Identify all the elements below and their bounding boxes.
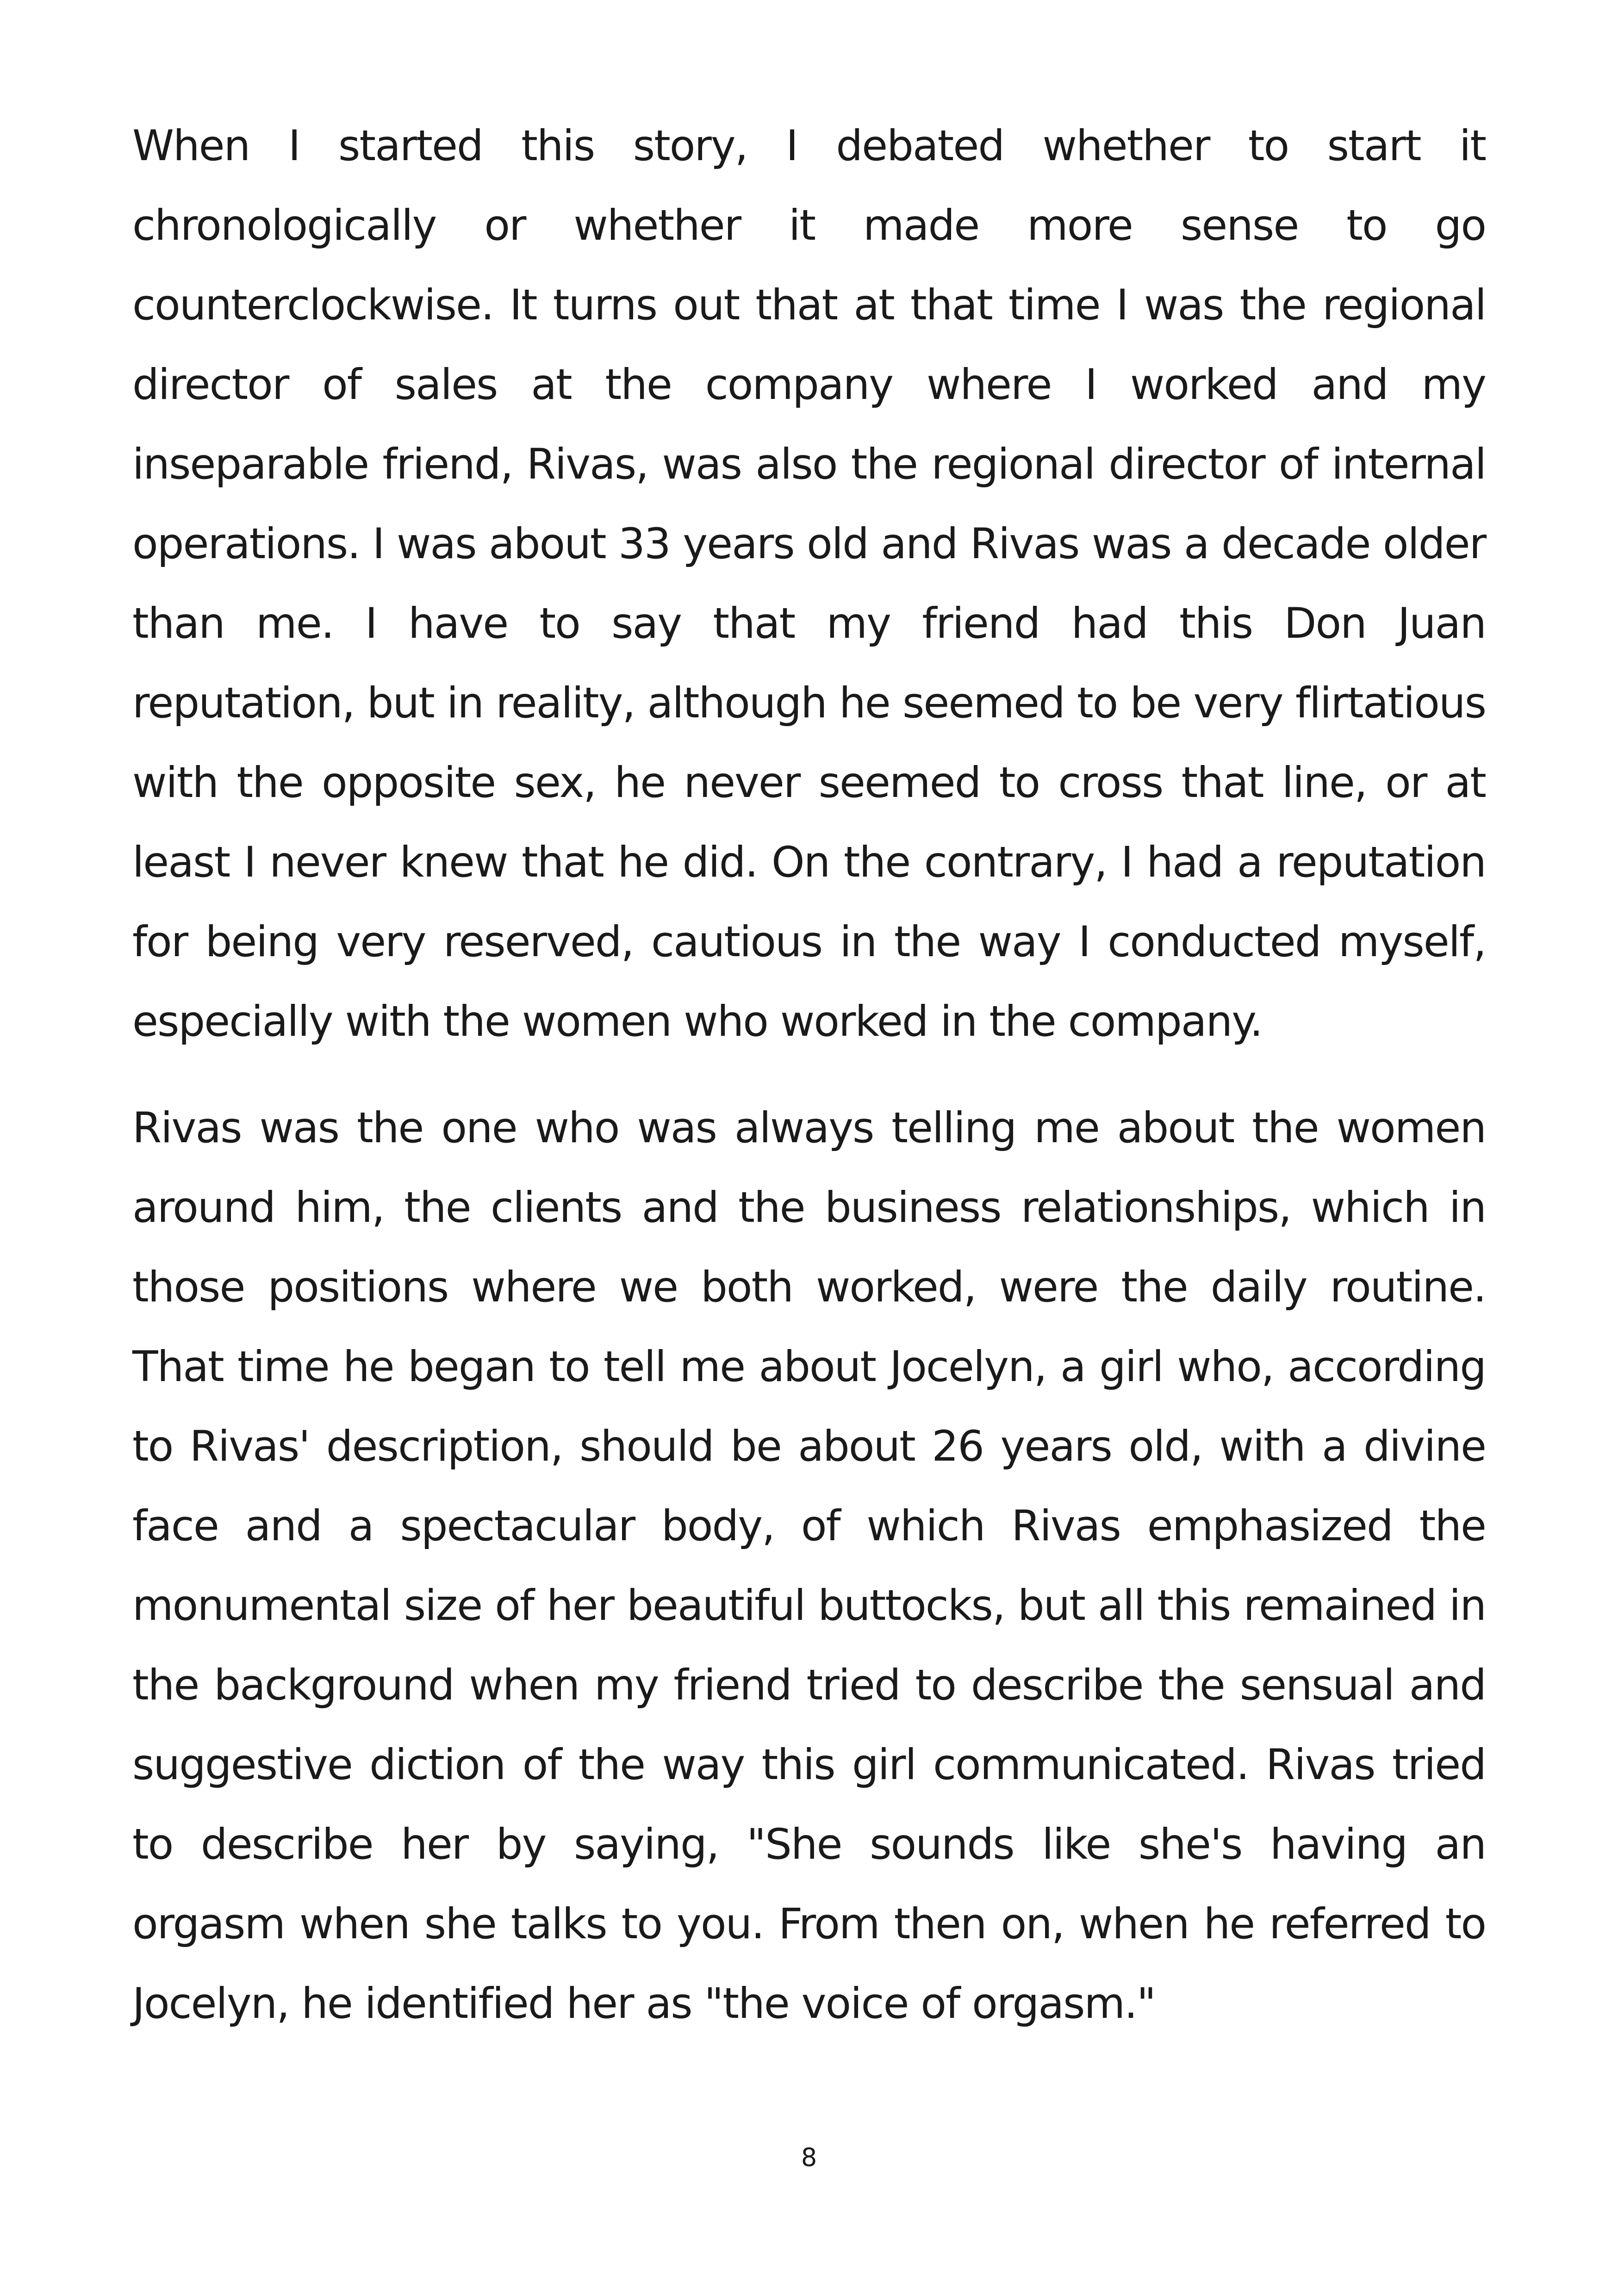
page-number: 8 <box>801 2143 817 2172</box>
body-text <box>132 106 1486 2071</box>
paragraph-1: When I started this story, I debated whether to start it chronologically or whether it made more sense to go counterclockwise. It turns out that at that time I was the regional director of sales at the company where I worked and my inseparable friend, Rivas, was also the regional director of internal operations. I was about 33 years old and Rivas was a decade older than me. I have to say that my friend had this Don Juan reputation, but in reality, although he seemed to be very flirtatious with the opposite sex, he never seemed to cross that line, or at least I never knew that he did. On the contrary, I had a reputation for being very reserved, cautious in the way I conducted myself, especially with the women who worked in the company. <box>132 122 1486 1046</box>
paragraph-2: Rivas was the one who was always telling me about the women around him, the clients and the business relationships, which in those positions where we both worked, were the daily routine. That time he began to tell me about Jocelyn, a girl who, according to Rivas' description, should be about 26 years old, with a divine face and a spectacular body, of which Rivas emphasized the monumental size of her beautiful buttocks, but all this remained in the background when my friend tried to describe the sensual and suggestive diction of the way this girl communicated. Rivas tried to describe her by saying, "She sounds like she's having an orgasm when she talks to you. From then on, when he referred to Jocelyn, he identified her as "the voice of orgasm." <box>132 1104 1486 2028</box>
